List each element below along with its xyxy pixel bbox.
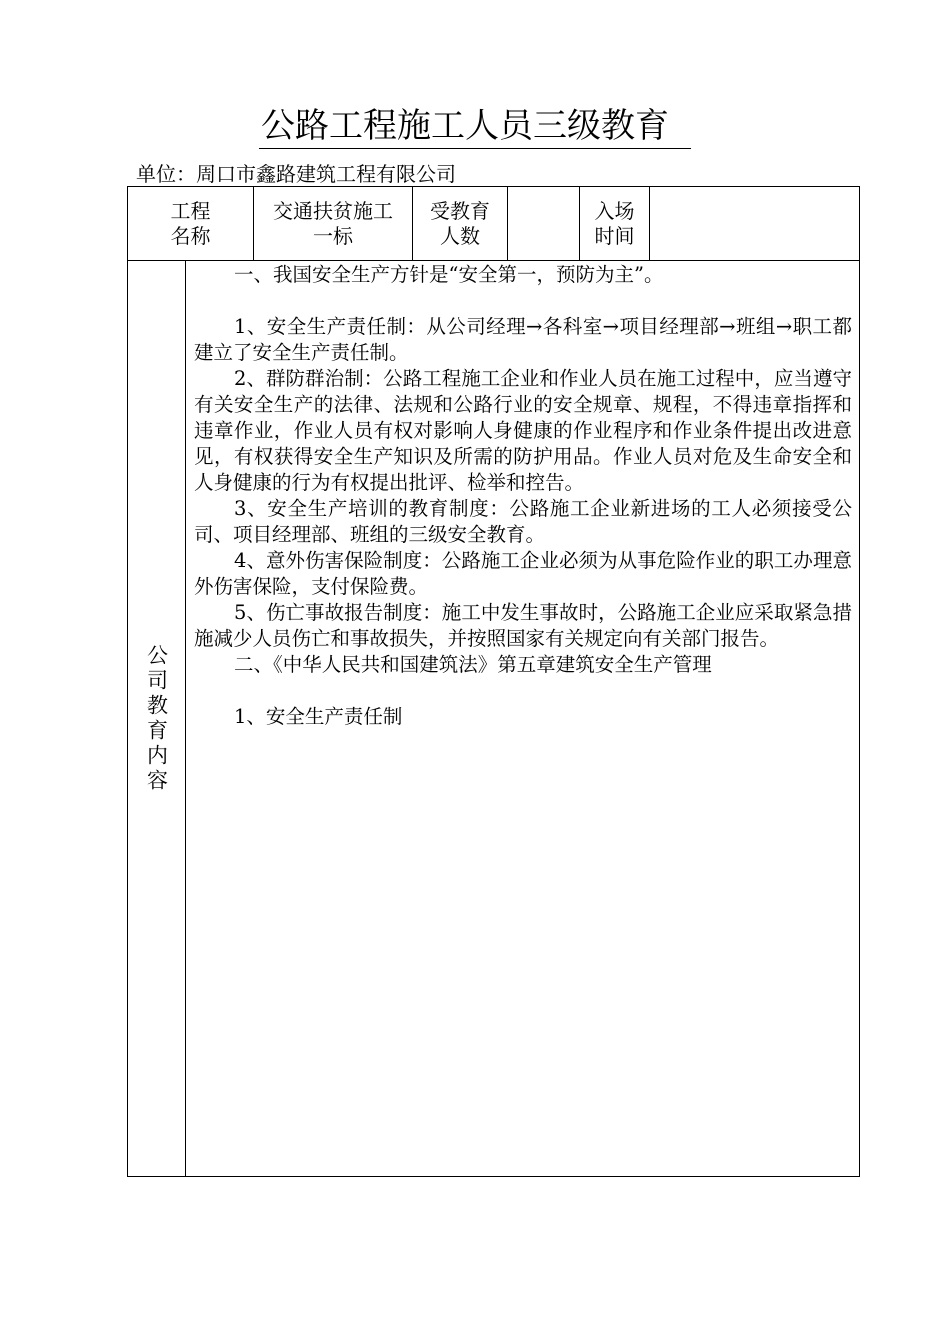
trainee-count-value: [508, 187, 579, 261]
entry-time-label: 入场 时间: [594, 199, 635, 248]
content-paragraph: 1、安全生产责任制: [234, 705, 403, 728]
side-label: 公司教育内容: [144, 643, 169, 794]
document-title: 公路工程施工人员三级教育: [0, 104, 950, 149]
content-paragraph: 3、安全生产培训的教育制度：公路施工企业新进场的工人必须接受公司、项目经理部、班组的三级安全教育。: [194, 497, 852, 546]
project-name-value: 交通扶贫施工 一标: [273, 199, 393, 248]
project-name-label: 工程 名称: [170, 199, 211, 248]
content-paragraph: 一、我国安全生产方针是“安全第一，预防为主”。: [234, 263, 664, 286]
entry-time-value: [650, 187, 859, 261]
content-paragraph: 1、安全生产责任制：从公司经理→各科室→项目经理部→班组→职工都建立了安全生产责任制。: [194, 315, 852, 364]
content-paragraph: 二、《中华人民共和国建筑法》第五章建筑安全生产管理: [234, 653, 712, 676]
content-paragraph: 2、群防群治制：公路工程施工企业和作业人员在施工过程中，应当遵守有关安全生产的法律、法规和公路行业的安全规章、规程，不得违章指挥和违章作业，作业人员有权对影响人身健康的作业程序和作业条件提出改进意见，有权获得安全生产知识及所需的防护用品。作业人员对危及生命安全和人身健康的行为有权提出批评、检举和控告。: [194, 367, 852, 494]
content-paragraph: 5、伤亡事故报告制度：施工中发生事故时，公路施工企业应采取紧急措施减少人员伤亡和事故损失，并按照国家有关规定向有关部门报告。: [194, 601, 852, 650]
content-paragraph: 4、意外伤害保险制度：公路施工企业必须为从事危险作业的职工办理意外伤害保险，支付保险费。: [194, 549, 852, 598]
side-divider: [185, 261, 186, 1176]
trainee-count-label: 受教育 人数: [430, 199, 490, 248]
unit-line: 单位：周口市鑫路建筑工程有限公司: [136, 162, 456, 186]
content-body: [194, 262, 852, 730]
side-label-cell: [128, 261, 185, 1176]
